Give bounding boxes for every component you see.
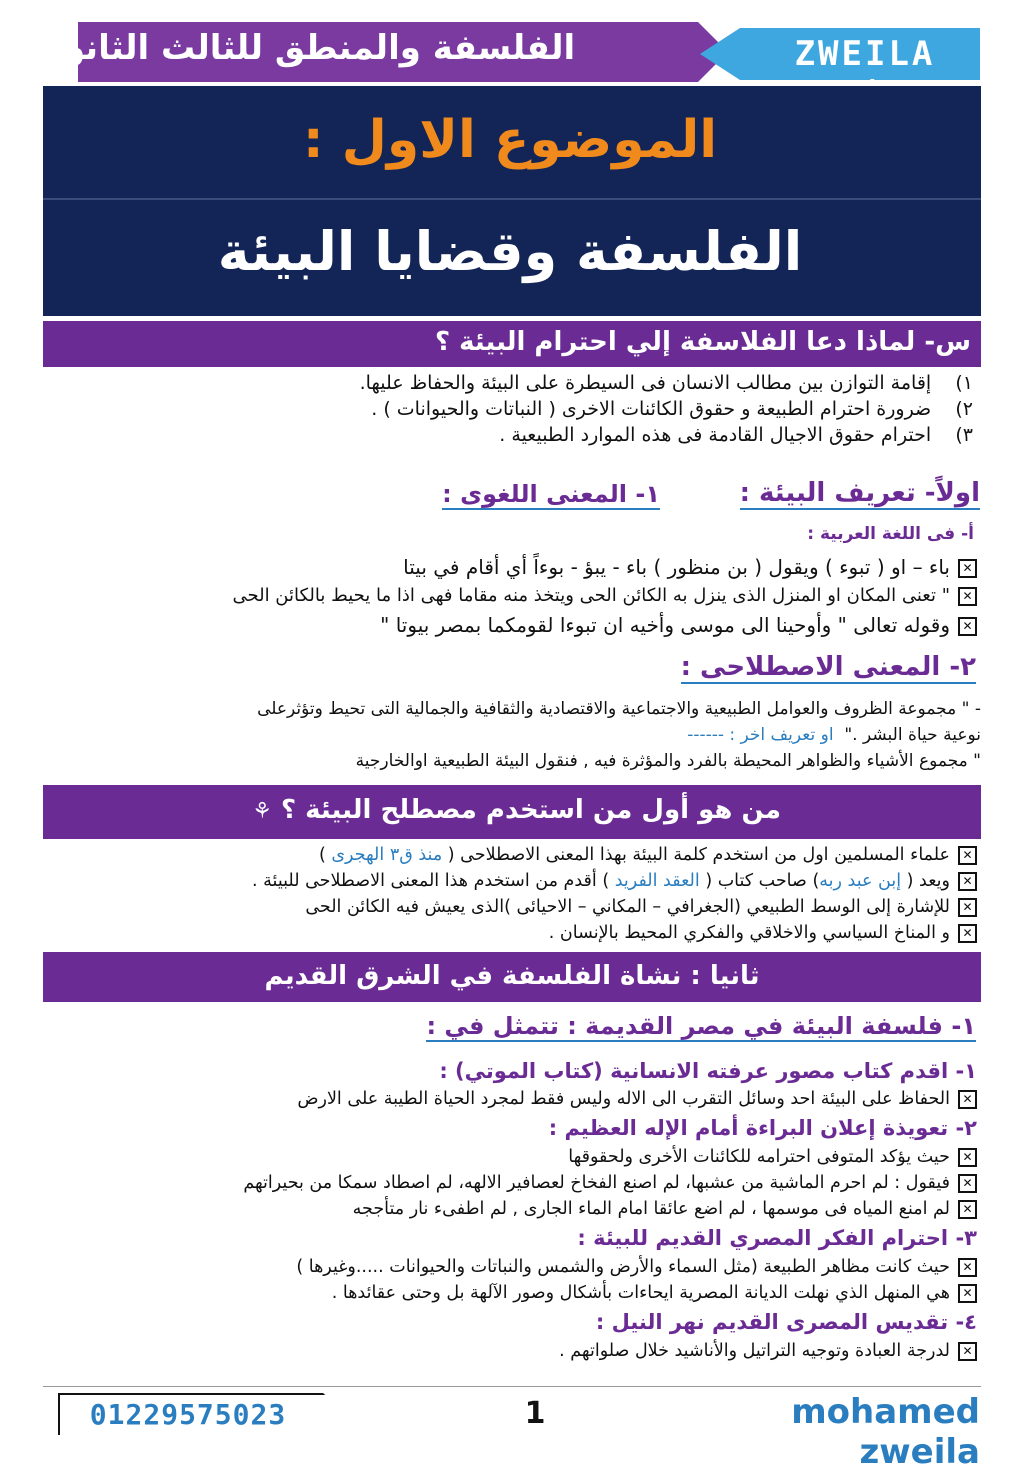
item-text: ) أقدم من استخدم هذا المعنى الاصطلاحى للبيئة . bbox=[252, 871, 610, 891]
subject-title: الفلسفة والمنطق للثالث الثانوى bbox=[32, 28, 576, 68]
checkbox-icon: ✕ bbox=[958, 1148, 977, 1167]
item-text: ويعد ( bbox=[906, 871, 950, 891]
checkbox-icon: ✕ bbox=[958, 1342, 977, 1361]
page-number: 1 bbox=[524, 1396, 546, 1431]
egypt-points bbox=[43, 1056, 977, 1364]
list-item bbox=[43, 582, 977, 610]
item-text: ضرورة احترام الطبيعة و حقوق الكائنات الاخرى ( النباتات والحيوانات ) . bbox=[371, 398, 932, 420]
item-text: هي المنهل الذي نهلت الديانة المصرية ايحاءات بأشكال وصور الآلهة بل وحتى عقائدها . bbox=[331, 1283, 950, 1303]
question-bar-1 bbox=[43, 321, 981, 367]
item-number: ١) bbox=[955, 372, 973, 394]
linguistic-heading bbox=[360, 480, 660, 508]
item-text: حيث يؤكد المتوفى احترامه للكائنات الأخرى ولحقوقها bbox=[568, 1147, 950, 1167]
list-item bbox=[43, 920, 977, 946]
item-text: لدرجة العبادة وتوجيه التراتيل والأناشيد خلال صلواتهم . bbox=[559, 1341, 950, 1361]
q1-answer-list bbox=[43, 370, 981, 448]
definition-heading-text: اولاً- تعريف البيئة : bbox=[739, 478, 980, 508]
palm-emblem-icon: ⚘ bbox=[252, 799, 272, 824]
item-number: ٣) bbox=[955, 424, 973, 446]
question-1: س- لماذا دعا الفلاسفة إلي احترام البيئة ؟ bbox=[434, 327, 971, 357]
point-title: ١- اقدم كتاب مصور عرفته الانسانية (كتاب الموتي) : bbox=[439, 1059, 977, 1083]
item-text: لم امنع المياه فى موسمها ، لم اضع عائقا امام الماء الجارى , لم اطفىء نار متأججه bbox=[352, 1199, 950, 1219]
checkbox-icon: ✕ bbox=[958, 617, 977, 636]
topic-name: الفلسفة وقضايا البيئة bbox=[217, 220, 803, 283]
item-text: وقوله تعالى " وأوحينا الى موسى وأخيه ان تبوءا لقومكما بمصر بيوتا " bbox=[380, 613, 950, 637]
arabic-label: أ- فى اللغة العربية : bbox=[807, 524, 974, 544]
alt-definition-label: او تعريف اخر : ------ bbox=[687, 725, 834, 745]
highlight-text: منذ ق٣ الهجرى bbox=[331, 845, 443, 865]
list-item bbox=[43, 422, 981, 448]
checkbox-icon: ✕ bbox=[958, 898, 977, 917]
list-item bbox=[43, 1254, 977, 1280]
list-item bbox=[43, 842, 977, 868]
point-title: ٣- احترام الفكر المصري القديم للبيئة : bbox=[577, 1226, 977, 1250]
item-text: علماء المسلمين اول من استخدم كلمة البيئة بهذا المعنى الاصطلاحى ( bbox=[447, 845, 950, 865]
egypt-heading bbox=[360, 1012, 976, 1040]
list-item bbox=[43, 1170, 977, 1196]
term-line: - " مجموعة الظروف والعوامل الطبيعية والاجتماعية والاقتصادية والثقافية والجمالية التى تحيط وتؤثرعلى bbox=[257, 699, 981, 719]
checkbox-icon: ✕ bbox=[958, 1090, 977, 1109]
section-bar-2 bbox=[43, 952, 981, 1002]
list-item bbox=[43, 868, 977, 894]
checkbox-icon: ✕ bbox=[958, 924, 977, 943]
title-divider bbox=[43, 198, 981, 200]
author-name: mohamed zweila bbox=[791, 1392, 980, 1472]
list-item bbox=[43, 552, 977, 582]
phone-number: 01229575023 bbox=[89, 1398, 287, 1431]
checkbox-icon: ✕ bbox=[958, 559, 977, 578]
question-2 bbox=[43, 785, 981, 825]
term-heading bbox=[640, 652, 976, 682]
item-text: فيقول : لم احرم الماشية من عشبها، لم اصنع الفخاخ لعصافير الالهه، لم اصطاد سمكا من بحيراتهم bbox=[243, 1173, 950, 1193]
item-text: حيث كانت مظاهر الطبيعة (مثل السماء والأرض والشمس والنباتات والحيوانات .....وغيرها ) bbox=[296, 1257, 950, 1277]
checkbox-icon: ✕ bbox=[958, 1258, 977, 1277]
item-number: ٢) bbox=[955, 398, 973, 420]
list-item bbox=[43, 1338, 977, 1364]
checkbox-icon: ✕ bbox=[958, 1284, 977, 1303]
list-item bbox=[43, 1196, 977, 1222]
egypt-heading-text: ١- فلسفة البيئة في مصر القديمة : تتمثل في : bbox=[426, 1012, 976, 1040]
brand-label: ZWEILA bbox=[794, 34, 936, 74]
section-2-heading: ثانيا : نشاة الفلسفة في الشرق القديم bbox=[264, 961, 760, 991]
list-item bbox=[43, 1280, 977, 1306]
question-bar-2 bbox=[43, 785, 981, 839]
item-text: الحفاظ على البيئة احد وسائل التقرب الى الاله وليس فقط لمجرد الحياة الطيبة على الارض bbox=[297, 1089, 950, 1109]
highlight-text: إبن عبد ربه bbox=[819, 871, 902, 891]
term-line: " مجموع الأشياء والظواهر المحيطة بالفرد والمؤثرة فيه , فنقول البيئة الطبيعية اوالخارجية bbox=[355, 751, 981, 771]
item-text: ) صاحب كتاب ( bbox=[705, 871, 820, 891]
list-item bbox=[43, 1144, 977, 1170]
q2-answer-list bbox=[43, 842, 977, 946]
term-heading-text: ٢- المعنى الاصطلاحى : bbox=[680, 652, 976, 682]
checkbox-icon: ✕ bbox=[958, 1174, 977, 1193]
term-text: نوعية حياة البشر ." bbox=[844, 725, 981, 745]
item-text: ) bbox=[318, 845, 326, 865]
checkbox-icon: ✕ bbox=[958, 587, 977, 606]
item-text: إقامة التوازن بين مطالب الانسان فى السيطرة على البيئة والحفاظ عليها. bbox=[359, 372, 932, 394]
item-text: احترام حقوق الاجيال القادمة فى هذه الموارد الطبيعية . bbox=[499, 424, 932, 446]
definition-heading bbox=[700, 478, 980, 508]
list-item bbox=[43, 610, 977, 640]
list-item bbox=[43, 894, 977, 920]
list-item bbox=[43, 396, 981, 422]
list-item bbox=[43, 1086, 977, 1112]
list-item bbox=[43, 370, 981, 396]
term-definition bbox=[43, 696, 981, 774]
item-text: باء – او ( تبوء ) ويقول ( بن منظور ) باء - يبؤ - بوءاً أي أقام في بيتا bbox=[403, 555, 950, 579]
item-text: " تعنى المكان او المنزل الذى ينزل به الكائن الحى ويتخذ منه مقاما فهى اذا ما يحيط بالكائن الحى bbox=[232, 585, 950, 606]
checkbox-icon: ✕ bbox=[958, 1200, 977, 1219]
topic-label: الموضوع الاول : bbox=[302, 110, 718, 170]
checkbox-icon: ✕ bbox=[958, 846, 977, 865]
question-2-text: من هو أول من استخدم مصطلح البيئة ؟ bbox=[281, 795, 781, 825]
linguistic-list bbox=[43, 552, 977, 640]
footer-divider bbox=[43, 1386, 981, 1387]
point-title: ٢- تعويذة إعلان البراءة أمام الإله العظيم : bbox=[548, 1116, 977, 1140]
highlight-text: العقد الفريد bbox=[614, 871, 700, 891]
item-text: للإشارة إلى الوسط الطبيعي (الجغرافي – المكاني – الاحيائى )الذى يعيش فيه الكائن الحى bbox=[305, 897, 950, 917]
checkbox-icon: ✕ bbox=[958, 872, 977, 891]
point-title: ٤- تقديس المصرى القديم نهر النيل : bbox=[595, 1310, 977, 1334]
item-text: و المناخ السياسي والاخلاقي والفكري المحيط بالإنسان . bbox=[548, 923, 950, 943]
term-line bbox=[43, 722, 981, 748]
linguistic-heading-text: ١- المعنى اللغوى : bbox=[442, 480, 660, 508]
